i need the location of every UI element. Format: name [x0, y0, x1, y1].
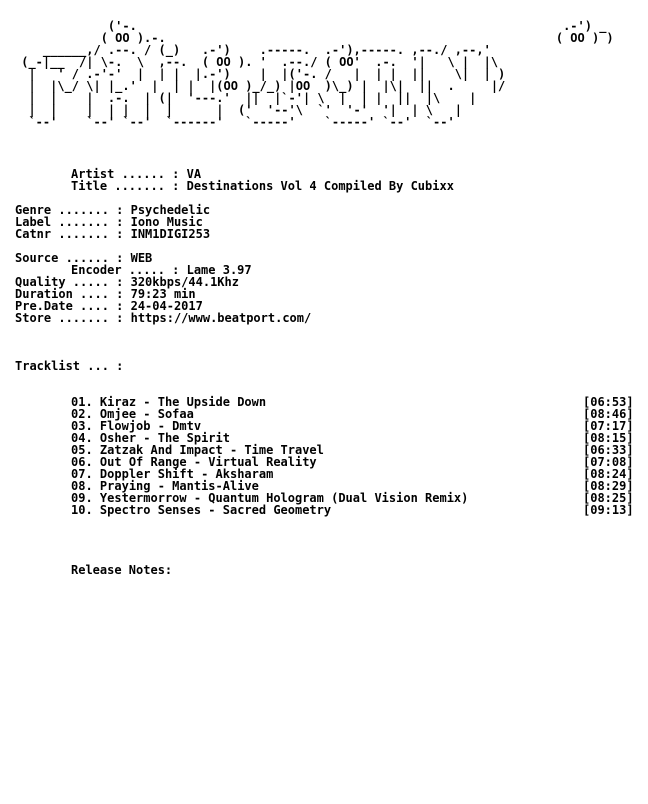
track-number: 09. [71, 491, 93, 505]
release-notes-heading: Release Notes: [71, 563, 173, 577]
title-row [71, 180, 454, 192]
track-duration: [08:46] [583, 407, 634, 421]
encoder-value: Lame 3.97 [186, 263, 252, 277]
title-value: Destinations Vol 4 Compiled By Cubixx [186, 179, 454, 193]
quality-label: Quality ..... : [15, 275, 124, 289]
track-duration: [07:17] [583, 419, 634, 433]
track-number: 04. [71, 431, 93, 445]
track-duration: [06:33] [583, 443, 634, 457]
catnr-value: INM1DIGI253 [130, 227, 211, 241]
encoder-label: Encoder ..... : [71, 263, 180, 277]
label-value: Iono Music [130, 215, 203, 229]
track-number: 10. [71, 503, 93, 517]
track-duration: [09:13] [583, 503, 634, 517]
artist-value: VA [186, 167, 202, 181]
track-number: 07. [71, 467, 93, 481]
tracklist-heading: Tracklist ... : [15, 359, 124, 373]
track-duration: [07:08] [583, 455, 634, 469]
track-duration: [08:29] [583, 479, 634, 493]
quality-value: 320kbps/44.1Khz [130, 275, 239, 289]
title-label: Title ....... : [71, 179, 180, 193]
track-title: Zatzak And Impact - Time Travel [99, 443, 324, 457]
predate-label: Pre.Date .... : [15, 299, 124, 313]
catnr-row [15, 228, 210, 240]
track-title: Kiraz - The Upside Down [99, 395, 267, 409]
duration-label: Duration .... : [15, 287, 124, 301]
store-row [15, 312, 311, 324]
artist-label: Artist ...... : [71, 167, 180, 181]
track-title: Praying - Mantis-Alive [99, 479, 259, 493]
predate-value: 24-04-2017 [130, 299, 203, 313]
label-label: Label ....... : [15, 215, 124, 229]
track-number: 08. [71, 479, 93, 493]
track-number: 01. [71, 395, 93, 409]
track-title: Yestermorrow - Quantum Hologram (Dual Vision Remix) [99, 491, 469, 505]
track-number: 05. [71, 443, 93, 457]
catnr-label: Catnr ....... : [15, 227, 124, 241]
track-title: Omjee - Sofaa [99, 407, 194, 421]
track-row [71, 504, 331, 516]
track-title: Spectro Senses - Sacred Geometry [99, 503, 332, 517]
track-title: Flowjob - Dmtv [99, 419, 202, 433]
track-duration: [08:15] [583, 431, 634, 445]
track-title: Osher - The Spirit [99, 431, 230, 445]
store-url-link[interactable]: https://www.beatport.com/ [130, 311, 312, 325]
genre-label: Genre ....... : [15, 203, 124, 217]
track-number: 06. [71, 455, 93, 469]
track-title: Doppler Shift - Aksharam [99, 467, 274, 481]
track-number: 02. [71, 407, 93, 421]
track-duration: [08:25] [583, 491, 634, 505]
store-label: Store ....... : [15, 311, 124, 325]
source-label: Source ...... : [15, 251, 124, 265]
track-title: Out Of Range - Virtual Reality [99, 455, 317, 469]
track-duration: [08:24] [583, 467, 634, 481]
track-number: 03. [71, 419, 93, 433]
duration-value: 79:23 min [130, 287, 196, 301]
track-duration: [06:53] [583, 395, 634, 409]
source-value: WEB [130, 251, 153, 265]
genre-value: Psychedelic [130, 203, 211, 217]
falcon-ascii-logo: ('-. .-') _ ( OO ).-. ( OO ) ) ______,/ .--. / (_) .-') .-----. .-'),-----. ,--./ ,--,' (_-|__ /| \-. \ ,--. ( OO ). ' .--./ ( OO' .-. '| \ | |\ | ' / .-'-' | | | |.-') | |('-. / | | | || \| | ) | |\_/ \| |_.' | | | |(OO )_/_) |OO )\_) | |\| || . |/ | | | .-. | (| '---.' || |`-'| \ | | | || |\ | | | | | | | | | (' '--'\ `' '-' '| | \ | `--' `--' `--' `------' `-----' `-----' `--' `--' [21, 19, 614, 129]
